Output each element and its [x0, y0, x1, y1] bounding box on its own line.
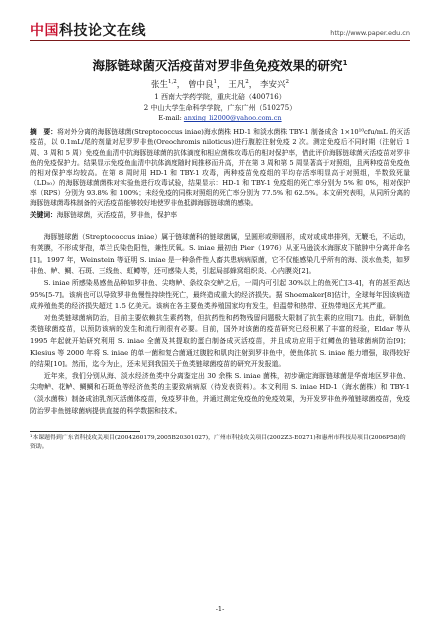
- abstract-text: 将对外分离的海豚链球菌(Streptococcus iniae)海水菌株 HD-1 和淡水菌株 TBY-1 制备成含 1×10¹⁰cfu/mL 的灭活疫苗，以 0.1mL/尾的剂量对尼罗罗非鱼(Oreochromis niloticus)进行腹腔注射免疫 2 次。测定免疫后不同时期（注射后 1 周、3 周和 5 周）免疫鱼血清中抗海豚链球菌的抗体滴度和相应菌株攻毒后的相对保护率，借此评价海豚链球菌灭活疫苗对罗非鱼的免疫保护力。结果显示免疫鱼血清中抗体滴度随时间推移而升高，并在第 3 周和第 5 周显著高于对照组，且两种疫苗免疫鱼的相对保护率均较高。在第 8 周时用 HD-1 和 TBY-1 攻毒，两种疫苗免疫组的平均存活率明显高于对照组，半数致死量（LD₅₀）的海豚链球菌菌株对实验鱼进行攻毒试验，结果显示：HD-1 和 TBY-1 免疫组的死亡率分别为 5% 和 0%，相对保护率（RPS）分别为 93.8% 和 100%；未经免疫的同株对照组的死亡率分别为 77.5% 和 62.5%。本文研究表明，从同所分离的海豚链球菌毒株制备的灭活疫苗能够较好地使罗非鱼抵御海豚链球菌的感染。: [30, 128, 411, 208]
- site-url[interactable]: http://www.paper.edu.cn: [330, 29, 410, 37]
- title-text: 海豚链球菌灭活疫苗对罗非鱼免疫效果的研究: [92, 58, 343, 73]
- author-affiliation-mark: 1: [213, 79, 218, 85]
- body-paragraph: 近年来，我们分别从海、淡水经济鱼类中分离鉴定出 30 余株 S. iniae 菌株，初步确定海豚链球菌是华南地区罗非鱼、尖吻鲈、花鲈、鲷鲷和石斑鱼等经济鱼类的主要致病病原（待发表资料）。本文利用 S. iniae HD-1（海水菌株）和 TBY-1（淡水菌株）制备成油乳剂灭活菌体疫苗，免疫罗非鱼，并通过测定免疫鱼的免疫效果，为开发罗非鱼养殖链球菌疫苗，免疫防治罗非鱼链球菌病提供直接的科学数据和技术。: [30, 371, 410, 415]
- keywords-label: 关键词：: [30, 210, 57, 219]
- logo-text-china: 中国: [30, 23, 59, 39]
- author-affiliation-mark: 2: [245, 79, 249, 85]
- keywords: [30, 210, 410, 220]
- title-footnote-mark: 1: [342, 58, 348, 67]
- site-logo[interactable]: [30, 24, 146, 38]
- logo-text-sciencepaper: 科技论文在线: [59, 23, 146, 39]
- author-name: 张生: [151, 79, 169, 90]
- affiliation-1: 1 西南大学药学院，重庆北碚（400716）: [154, 92, 286, 101]
- funding-footnote: ¹本课题得到广东省科技攻关项目(2004260179,2005B20301027)，广州市科技攻关项目(2002Z3-E0271)和惠州市科技局项目(2006P58)的资助。: [30, 435, 406, 451]
- email-link[interactable]: anxing_li2000@yahoo.com.cn: [183, 114, 282, 123]
- author-name: 李安兴: [259, 79, 286, 90]
- body-paragraph: 海豚链球菌（Streptococcus iniae）属于链球菌科的链球菌属，呈圆形或卵圆形，成对或成串排列，无鞭毛，不运动，有荚膜，不形成芽孢，革兰氏染色阳性，兼性厌氧。S. iniae 最初由 Pier（1976）从亚马逊淡水海豚皮下脓肿中分离并命名[1]。1997 年，Weinstein 等证明 S. iniae 是一种条件性人畜共患病病原菌，它不仅能感染几乎所有的海、淡水鱼类，如罗非鱼、鲈、鲷、石斑、三线鱼、虹鳟等，还可感染人类，引起局部蜂窝组织炎、心内膜炎[2]。: [30, 232, 410, 276]
- author-affiliation-mark: 1,2: [168, 79, 177, 85]
- affiliation-2: 2 中山大学生命科学学院，广东广州（510275）: [143, 104, 297, 113]
- body-paragraph: S. iniae 所感染易感鱼品种如罗非鱼、尖吻鲈、条纹杂交鲈之后，一周内可引起 30%以上的鱼死亡[3-4]，有的甚至高达 95%[5-7]。该病也可以导致罗非鱼慢性持续性死亡，最终造成重大的经济损失。据 Shoemaker[8]估计，全球每年因该病造成养殖鱼类的经济损失超过 1.5 亿美元。该病在各主要鱼类养殖国家均有发生，但温带和热带、亚热带地区尤其严重。: [30, 279, 410, 311]
- page-number: -1-: [215, 605, 225, 613]
- keywords-text: 海豚链球菌，灭活疫苗，罗非鱼，保护率: [56, 210, 178, 219]
- body-paragraph: 对鱼类链球菌病防治，目前主要依赖抗生素药物，但抗药性和药物残留问题极大限制了抗生素的应用[7]。由此，研制鱼类链球菌疫苗，以预防该病的发生和流行则很有必要。目前，国外对该菌的疫苗研究已经积累了丰富的经验，Eldar 等从 1995 年起就开始研究利用 S. iniae 全菌及其提取的蛋白制备成灭活疫苗，并且成功应用于红鳟鱼的链球菌病防治[9]；Klesius 等 2000 年将 S. iniae 的单一菌和复合菌通过腹腔和肌肉注射到罗非鱼中，使鱼体抗 S. iniae 能力增强，取得较好的结果[10]。然而，迄今为止，还未见到我国关于鱼类链球菌疫苗的研究开发报道。: [30, 313, 410, 369]
- author-list: 张生$^{1,2}$， 曾中良$^1$， 王凡$^2$， 李安兴$^2$: [151, 79, 289, 90]
- body-text: [30, 232, 410, 418]
- author-name: 曾中良: [188, 79, 214, 90]
- masthead: [30, 0, 410, 41]
- abstract: [30, 127, 410, 209]
- contact-email: [30, 114, 410, 122]
- email-label: E-mail:: [158, 114, 182, 123]
- paper-title: [30, 58, 410, 73]
- author-affiliation-mark: 2: [285, 79, 289, 85]
- footnote-divider: [30, 431, 140, 432]
- abstract-label: 摘 要：: [30, 128, 58, 137]
- author-name: 王凡: [228, 79, 246, 90]
